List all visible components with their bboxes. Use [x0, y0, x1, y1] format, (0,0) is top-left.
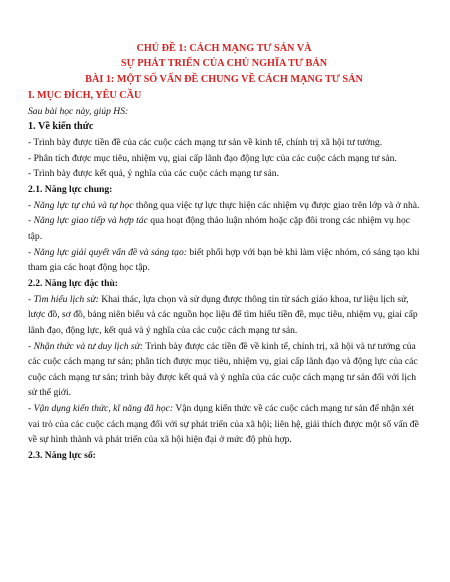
special-competence-item — [28, 339, 420, 401]
item-lead: - Tìm hiểu lịch sử: — [28, 293, 99, 305]
item-lead: - Vận dụng kiến thức, kĩ năng đã học: — [28, 403, 174, 414]
item-lead: - Năng lực giao tiếp và hợp tác — [28, 215, 148, 227]
topic-title-line-1: CHỦ ĐỀ 1: CÁCH MẠNG TƯ SẢN VÀ — [136, 43, 312, 54]
knowledge-item: - Trình bày được kết quả, ý nghĩa của các cuộc cách mạng tư sản. — [28, 168, 279, 180]
general-competence-item — [28, 213, 420, 244]
item-lead: - Năng lực tự chủ và tự học — [28, 199, 134, 211]
general-competence-item — [28, 245, 420, 276]
item-text: Khai thác, lựa chọn và sử dụng được thông tin từ sách giáo khoa, tư liệu lịch sử, lược đồ, sơ đồ, bảng niên biểu và các nguồn học liệu để tìm hiểu tiền đề, mục tiêu, nhiệm vụ, giai cấp lãnh đạo, động lực, kết quả và ý nghĩa của các cuộc cách mạng tư sản. — [28, 293, 418, 337]
item-lead: - Nhận thức và tư duy lịch sử: — [28, 340, 144, 352]
special-competence-item — [28, 292, 420, 339]
item-text: thông qua việc tự lực thực hiện các nhiệm vụ được giao trên lớp và ở nhà. — [133, 199, 420, 211]
special-competence-item — [28, 401, 420, 448]
intro-text: Sau bài học này, giúp HS: — [28, 105, 129, 117]
knowledge-item: - Trình bày được tiền đề của các cuộc cách mạng tư sản về kinh tế, chính trị xã hội tư tưởng. — [28, 137, 383, 149]
topic-title-line-2: SỰ PHÁT TRIỂN CỦA CHỦ NGHĨA TƯ BẢN — [120, 57, 328, 69]
lesson-title: BÀI 1: MỘT SỐ VẤN ĐỀ CHUNG VỀ CÁCH MẠNG TƯ SẢN — [85, 74, 363, 85]
general-competence-item — [28, 198, 420, 214]
knowledge-item: - Phân tích được mục tiêu, nhiệm vụ, giai cấp lãnh đạo động lực của các cuộc cách mạng tư sản. — [28, 152, 397, 164]
section-heading-objectives: I. MỤC ĐÍCH, YÊU CẦU — [28, 89, 142, 101]
special-competence-heading: 2.2. Năng lực đặc thù: — [28, 277, 118, 289]
item-text: Vận dụng kiến thức về các cuộc cách mạng tư sản để nhận xét vai trò của các cuộc cách mạng đối với sự phát triển của xã hội; liên hệ, giải thích được một số vấn đề về sự hình thành và phát triển của xã hội hiện đại ở mức độ phù hợp. — [28, 403, 419, 446]
item-text: biết phối hợp với bạn bè khi làm việc nhóm, có sáng tạo khi tham gia các hoạt động học tập. — [28, 246, 420, 274]
general-competence-heading: 2.1. Năng lực chung: — [28, 183, 113, 195]
item-lead: - Năng lực giải quyết vấn đề và sáng tạo: — [28, 246, 187, 258]
item-text: Trình bày được các tiền đề về kinh tế, chính trị, xã hội và tư tưởng của các cuộc cách mạng tư sản; phân tích được mục tiêu, nhiệm vụ, giai cấp lãnh đạo và động lực của các cuộc cách mạng tư sản; trình bày được kết quả và ý nghĩa của các cuộc cách mạng tư sản đối với lịch sử thế giới. — [28, 340, 418, 399]
digital-competence-heading: 2.3. Năng lực số: — [28, 449, 96, 461]
item-text: qua hoạt động thảo luận nhóm hoặc cặp đôi trong các nhiệm vụ học tập. — [28, 215, 411, 243]
knowledge-heading: 1. Về kiến thức — [28, 121, 94, 133]
